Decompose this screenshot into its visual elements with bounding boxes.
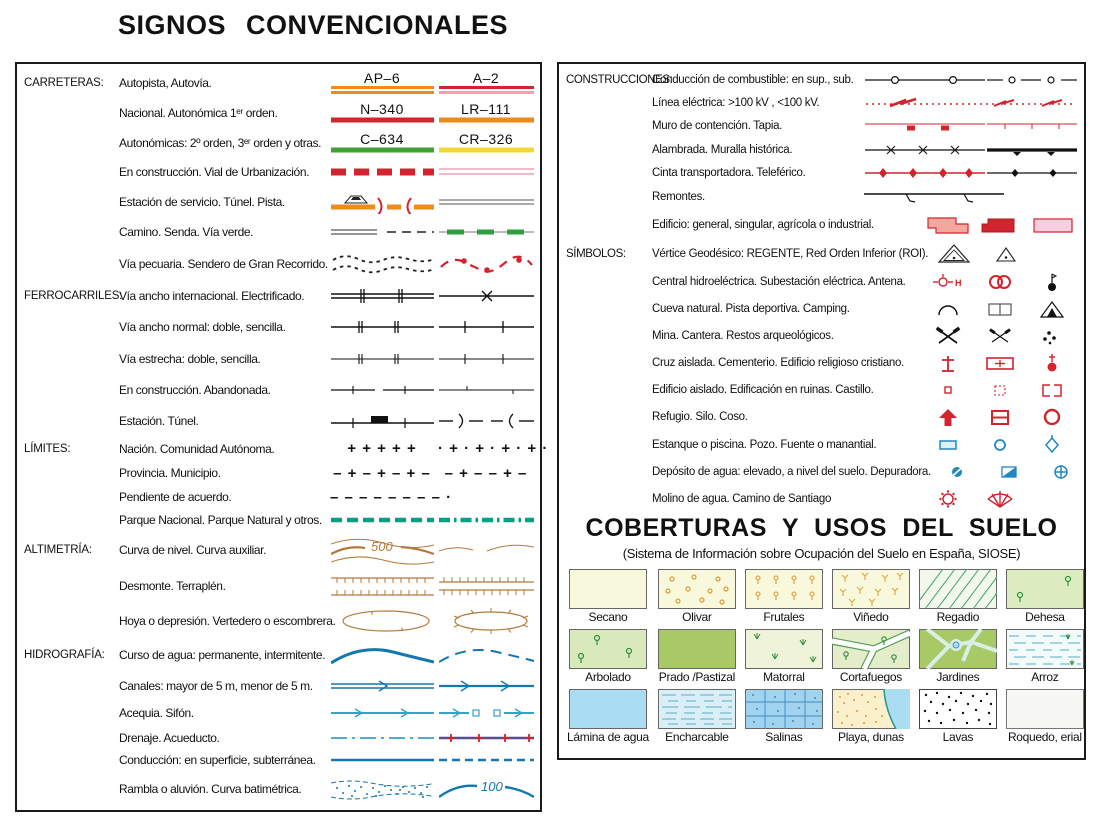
landuse-lavas: Lavas bbox=[919, 689, 997, 744]
salinas-swatch bbox=[745, 689, 823, 729]
rail-international-icon bbox=[330, 284, 434, 308]
row-alambrada bbox=[566, 141, 1078, 159]
row-label: Depósito de agua: elevado, a nivel del suelo. Depuradora. bbox=[652, 465, 931, 478]
row-label: Autopista, Autovía. bbox=[119, 76, 212, 90]
spring-icon bbox=[1026, 434, 1078, 456]
landuse-matorral: Matorral bbox=[745, 629, 823, 684]
row-muro bbox=[566, 117, 1078, 135]
sendero-gr-icon bbox=[438, 251, 534, 277]
dehesa-swatch bbox=[1006, 569, 1084, 609]
row-mina bbox=[566, 325, 1078, 347]
row-en-construccion-vial bbox=[24, 161, 534, 183]
row-label: Parque Nacional. Parque Natural y otros. bbox=[119, 513, 322, 528]
category-altimetria: ALTIMETRÍA: bbox=[24, 543, 92, 556]
wire-fence-icon bbox=[864, 141, 986, 159]
motorway-symbol bbox=[330, 71, 434, 95]
row-conduccion bbox=[24, 753, 534, 767]
canal-minor-icon bbox=[438, 676, 534, 696]
siphon-icon bbox=[438, 703, 534, 723]
mine-icon bbox=[922, 325, 974, 347]
encharcable-swatch bbox=[658, 689, 736, 729]
row-label: Curso de agua: permanente, intermitente. bbox=[119, 648, 326, 663]
row-label: Camino. Senda. Vía verde. bbox=[119, 225, 254, 240]
row-label: Hoya o depresión. Vertedero o escombrera. bbox=[119, 614, 336, 629]
border-region-icon: · + · + · + · + · bbox=[438, 440, 549, 458]
ground-tank-icon bbox=[983, 461, 1035, 483]
row-label: Cueva natural. Pista deportiva. Camping. bbox=[652, 302, 850, 315]
landuse-arbolado: Arbolado bbox=[567, 629, 649, 684]
geodesic-roi-icon bbox=[980, 243, 1032, 265]
row-label: Provincia. Municipio. bbox=[119, 466, 221, 481]
arbolado-swatch bbox=[569, 629, 647, 669]
row-rail-construccion bbox=[24, 378, 534, 402]
road-construction-icon bbox=[330, 161, 434, 183]
water-mill-icon bbox=[922, 488, 974, 510]
jardines-swatch bbox=[919, 629, 997, 669]
rail-electrified-icon bbox=[438, 284, 534, 308]
building-singular-icon bbox=[974, 212, 1026, 238]
row-label: Vértice Geodésico: REGENTE, Red Orden Inferior (ROI). bbox=[652, 248, 929, 261]
well-icon bbox=[974, 434, 1026, 456]
autonomica-green-line-icon bbox=[331, 146, 434, 154]
landuse-olivar: Olivar bbox=[658, 569, 736, 624]
isolated-building-icon bbox=[922, 379, 974, 401]
row-rambla bbox=[24, 775, 534, 803]
cable-car-icon bbox=[986, 164, 1078, 182]
row-label: Conducción de combustible: en sup., sub. bbox=[652, 74, 854, 86]
road-code: C–634 bbox=[360, 130, 404, 147]
svg-text:H: H bbox=[955, 277, 962, 288]
cutting-icon bbox=[330, 572, 434, 600]
row-label: Cinta transportadora. Teleférico. bbox=[652, 166, 806, 179]
row-label: Pendiente de acuerdo. bbox=[119, 490, 232, 505]
row-label: Alambrada. Muralla histórica. bbox=[652, 143, 793, 156]
road-code: N–340 bbox=[360, 101, 404, 118]
landuse-encharcable: Encharcable bbox=[658, 689, 736, 744]
row-curso-agua bbox=[24, 642, 534, 668]
motorway-orange-line-icon bbox=[331, 85, 434, 95]
row-label: Remontes. bbox=[652, 190, 705, 203]
category-carreteras: CARRETERAS: bbox=[24, 77, 104, 89]
pipe-surface-icon bbox=[330, 753, 434, 767]
building-symbols bbox=[922, 212, 1078, 238]
row-label: Conducción: en superficie, subterránea. bbox=[119, 753, 316, 768]
svg-text:500: 500 bbox=[370, 538, 393, 554]
pond-well-spring-symbols bbox=[922, 434, 1078, 456]
slope-agreement-icon: – – – – – – – – · bbox=[330, 488, 453, 506]
landuse-prado: Prado /Pastizal bbox=[658, 629, 736, 684]
via-verde-icon bbox=[438, 221, 534, 243]
hydro-plant-icon bbox=[922, 271, 974, 293]
row-acequia bbox=[24, 703, 534, 723]
cemetery-icon bbox=[974, 352, 1026, 374]
frutales-swatch bbox=[745, 569, 823, 609]
bullring-icon bbox=[1026, 406, 1078, 428]
isolated-ruins-castle-symbols bbox=[922, 379, 1078, 401]
left-rows bbox=[17, 64, 549, 810]
autonomica-yellow-line-icon bbox=[439, 146, 534, 154]
pista-icon bbox=[438, 190, 534, 214]
row-label: Edificio aislado. Edificación en ruinas. Castillo. bbox=[652, 384, 874, 397]
refuge-icon bbox=[922, 406, 974, 428]
landuse-frutales: Frutales bbox=[745, 569, 823, 624]
ski-lift-icon bbox=[864, 187, 1078, 207]
row-edificio bbox=[566, 212, 1078, 238]
contour-line-icon bbox=[330, 535, 434, 565]
power-line-icon bbox=[864, 94, 1078, 112]
elevated-tank-icon bbox=[931, 461, 983, 483]
road-code: A–2 bbox=[472, 70, 500, 86]
cave-sport-camping-symbols bbox=[922, 298, 1078, 320]
category-hidrografia: HIDROGRAFÍA: bbox=[24, 649, 105, 662]
row-label: Muro de contención. Tapia. bbox=[652, 120, 783, 133]
canal-major-icon bbox=[330, 676, 434, 696]
row-estacion-tunel bbox=[24, 409, 534, 433]
row-canales bbox=[24, 676, 534, 696]
substation-icon bbox=[974, 271, 1026, 293]
signos-left-panel bbox=[15, 62, 549, 812]
building-agricultural-icon bbox=[1026, 212, 1078, 238]
row-nacional bbox=[24, 102, 534, 124]
row-label: Autonómicas: 2º orden, 3ᵉʳ orden y otras. bbox=[119, 135, 322, 150]
embankment-icon bbox=[438, 572, 534, 600]
river-intermittent-icon bbox=[438, 642, 534, 668]
narrow-rail-double-icon bbox=[330, 347, 434, 371]
coberturas-subtitle: (Sistema de Información sobre Ocupación del Suelo en España, SIOSE) bbox=[622, 546, 1021, 561]
mine-quarry-symbols bbox=[922, 325, 1078, 347]
fuel-pipe-underground-icon bbox=[986, 71, 1078, 89]
pipe-underground-icon bbox=[438, 753, 534, 767]
cave-icon bbox=[922, 298, 974, 320]
christian-building-icon bbox=[1026, 352, 1078, 374]
quarry-icon bbox=[974, 325, 1026, 347]
landuse-salinas: Salinas bbox=[745, 689, 823, 744]
row-label: Desmonte. Terraplén. bbox=[119, 578, 226, 593]
row-pendiente bbox=[24, 489, 534, 506]
rail-abandoned-icon bbox=[438, 378, 534, 402]
matorral-swatch bbox=[745, 629, 823, 669]
vinedo-swatch bbox=[832, 569, 910, 609]
border-nation-icon: + + + + + bbox=[347, 440, 417, 458]
row-label: Nación. Comunidad Autónoma. bbox=[119, 441, 275, 456]
camino-santiago-shell-icon bbox=[974, 488, 1026, 510]
row-hoya bbox=[24, 607, 534, 635]
service-station-tunnel-icon bbox=[330, 190, 434, 214]
border-province-icon: – + – + – + – bbox=[333, 464, 431, 482]
vial-urbanizacion-icon bbox=[438, 161, 534, 183]
row-label: Cruz aislada. Cementerio. Edificio religioso cristiano. bbox=[652, 357, 904, 370]
nacional-symbol bbox=[330, 102, 434, 124]
row-label: Vía estrecha: doble, sencilla. bbox=[119, 351, 261, 366]
row-label: Estanque o piscina. Pozo. Fuente o manantial. bbox=[652, 438, 877, 451]
right-rows bbox=[559, 64, 1084, 512]
landuse-secano: Secano bbox=[567, 569, 649, 624]
camino-senda-icon bbox=[330, 221, 434, 243]
pond-icon bbox=[922, 434, 974, 456]
archaeological-icon bbox=[1026, 325, 1078, 347]
svg-text:100: 100 bbox=[480, 778, 503, 794]
row-via-internacional bbox=[24, 284, 534, 308]
autovia-symbol bbox=[438, 71, 534, 95]
rail-double-icon bbox=[330, 315, 434, 339]
row-via-normal bbox=[24, 315, 534, 339]
row-autonomicas bbox=[24, 132, 534, 154]
national-park-icon bbox=[330, 513, 434, 527]
rail-single-icon bbox=[438, 315, 534, 339]
row-label: Acequia. Sifón. bbox=[119, 705, 194, 720]
lavas-swatch bbox=[919, 689, 997, 729]
row-label: Vía pecuaria. Sendero de Gran Recorrido. bbox=[119, 256, 328, 271]
landuse-regadio: Regadio bbox=[919, 569, 997, 624]
row-edificio-aislado bbox=[566, 379, 1078, 401]
row-label: Molino de agua. Camino de Santiago bbox=[652, 493, 832, 505]
row-label: Curva de nivel. Curva auxiliar. bbox=[119, 542, 267, 557]
irrigation-ditch-icon bbox=[330, 703, 434, 723]
arroz-swatch bbox=[1006, 629, 1084, 669]
landfill-icon bbox=[443, 607, 539, 635]
treatment-plant-icon bbox=[1035, 461, 1087, 483]
row-label: En construcción. Abandonada. bbox=[119, 382, 271, 397]
page-title: SIGNOS CONVENCIONALES bbox=[118, 10, 509, 40]
autovia-red-line-icon bbox=[439, 85, 534, 95]
row-parques bbox=[24, 513, 534, 527]
isolated-cross-icon bbox=[922, 352, 974, 374]
lamina-swatch bbox=[569, 689, 647, 729]
autonomica2-symbol bbox=[330, 132, 434, 154]
row-label: Rambla o aluvión. Curva batimétrica. bbox=[119, 781, 302, 796]
row-label: Vía ancho internacional. Electrificado. bbox=[119, 288, 305, 303]
coberturas-title: COBERTURAS Y USOS DEL SUELO bbox=[585, 514, 1058, 542]
cortafuegos-swatch bbox=[832, 629, 910, 669]
category-ferrocarriles: FERROCARRILES: bbox=[24, 289, 123, 302]
row-via-pecuaria bbox=[24, 251, 534, 277]
wash-alluvium-icon bbox=[330, 775, 434, 803]
playa-swatch bbox=[832, 689, 910, 729]
rail-under-construction-icon bbox=[330, 378, 434, 402]
castle-icon bbox=[1026, 379, 1078, 401]
row-camino-senda bbox=[24, 221, 534, 243]
row-label: Estación de servicio. Túnel. Pista. bbox=[119, 195, 285, 210]
landuse-jardines: Jardines bbox=[919, 629, 997, 684]
secano-swatch bbox=[569, 569, 647, 609]
water-tank-symbols bbox=[931, 461, 1087, 483]
row-drenaje bbox=[24, 730, 534, 746]
landuse-playa: Playa, dunas bbox=[832, 689, 910, 744]
sports-field-icon bbox=[974, 298, 1026, 320]
row-label: Central hidroeléctrica. Subestación eléctrica. Antena. bbox=[652, 275, 906, 288]
river-permanent-icon bbox=[330, 642, 434, 668]
historic-wall-icon bbox=[986, 141, 1078, 159]
prado-swatch bbox=[658, 629, 736, 669]
roquedo-swatch bbox=[1006, 689, 1084, 729]
geodesic-symbols bbox=[928, 243, 1084, 265]
row-label: Edificio: general, singular, agrícola o industrial. bbox=[652, 219, 874, 232]
row-label: Línea eléctrica: >100 kV , <100 kV. bbox=[652, 97, 820, 110]
category-construcciones: CONSTRUCCIONES: bbox=[566, 74, 673, 86]
row-linea-electrica bbox=[566, 94, 1078, 112]
mill-santiago-symbols bbox=[922, 488, 1078, 510]
autonomica3-symbol bbox=[438, 132, 534, 154]
row-estacion-servicio bbox=[24, 190, 534, 214]
building-general-icon bbox=[922, 212, 974, 238]
power-symbols bbox=[922, 271, 1078, 293]
row-label: Nacional. Autonómica 1ᵉʳ orden. bbox=[119, 106, 278, 121]
regadio-swatch bbox=[919, 569, 997, 609]
row-label: Refugio. Silo. Coso. bbox=[652, 411, 748, 424]
landuse-arroz: Arroz bbox=[1006, 629, 1084, 684]
landuse-dehesa: Dehesa bbox=[1006, 569, 1084, 624]
silo-icon bbox=[974, 406, 1026, 428]
row-label: Estación. Túnel. bbox=[119, 414, 199, 429]
landuse-cortafuegos: Cortafuegos bbox=[832, 629, 910, 684]
border-municipality-icon: – + – – + – bbox=[444, 464, 528, 482]
empty-cell bbox=[1026, 488, 1078, 510]
row-desmonte bbox=[24, 572, 534, 600]
row-central bbox=[566, 271, 1078, 293]
row-via-estrecha bbox=[24, 347, 534, 371]
row-remontes bbox=[566, 187, 1078, 207]
depression-icon bbox=[335, 607, 439, 635]
row-curvas-nivel bbox=[24, 535, 534, 565]
antenna-icon bbox=[1026, 271, 1078, 293]
row-label: Vía ancho normal: doble, sencilla. bbox=[119, 320, 286, 335]
autonomica-orange-line-icon bbox=[439, 116, 534, 124]
drainage-icon bbox=[330, 730, 434, 746]
landuse-vinedo: Viñedo bbox=[832, 569, 910, 624]
refuge-silo-symbols bbox=[922, 406, 1078, 428]
category-limites: LÍMITES: bbox=[24, 442, 71, 455]
row-label: Drenaje. Acueducto. bbox=[119, 731, 220, 746]
road-code: AP–6 bbox=[363, 70, 401, 86]
row-label: Mina. Cantera. Restos arqueológicos. bbox=[652, 329, 834, 342]
retaining-wall-icon bbox=[864, 117, 986, 135]
row-combustible bbox=[566, 71, 1078, 89]
station-icon bbox=[330, 409, 434, 433]
natural-park-icon bbox=[438, 513, 534, 527]
empty-cell bbox=[1032, 243, 1084, 265]
road-code: CR–326 bbox=[458, 130, 514, 147]
autonomica1-symbol bbox=[438, 102, 534, 124]
row-autopista bbox=[24, 71, 534, 95]
row-deposito bbox=[566, 461, 1078, 483]
wall-tapia-icon bbox=[986, 117, 1078, 135]
row-label: En construcción. Vial de Urbanización. bbox=[119, 164, 310, 179]
row-molino bbox=[566, 488, 1078, 510]
row-estanque bbox=[566, 434, 1078, 456]
fuel-pipe-surface-icon bbox=[864, 71, 986, 89]
olivar-swatch bbox=[658, 569, 736, 609]
signos-right-panel bbox=[557, 62, 1086, 760]
row-provincia bbox=[24, 465, 534, 482]
land-use-grid bbox=[559, 561, 1084, 744]
row-refugio bbox=[566, 406, 1078, 428]
cross-cemetery-symbols bbox=[922, 352, 1078, 374]
row-label: Canales: mayor de 5 m, menor de 5 m. bbox=[119, 678, 313, 693]
bathymetric-curve-icon bbox=[438, 775, 534, 803]
category-simbolos: SÍMBOLOS: bbox=[566, 248, 626, 261]
nacional-red-line-icon bbox=[331, 116, 434, 124]
auxiliary-contour-icon bbox=[438, 535, 534, 565]
ruins-icon bbox=[974, 379, 1026, 401]
row-cueva bbox=[566, 298, 1078, 320]
landuse-lamina-agua: Lámina de agua bbox=[567, 689, 649, 744]
conveyor-belt-icon bbox=[864, 164, 986, 182]
row-cruz bbox=[566, 352, 1078, 374]
via-pecuaria-icon bbox=[330, 251, 434, 277]
road-code: LR–111 bbox=[461, 101, 511, 118]
row-nacion bbox=[24, 440, 549, 458]
rail-tunnel-icon bbox=[438, 409, 534, 433]
aqueduct-icon bbox=[438, 730, 534, 746]
landuse-roquedo: Roquedo, erial bbox=[1006, 689, 1084, 744]
row-cinta bbox=[566, 164, 1078, 182]
narrow-rail-single-icon bbox=[438, 347, 534, 371]
camping-icon bbox=[1026, 298, 1078, 320]
row-vertice bbox=[566, 243, 1078, 265]
geodesic-regente-icon bbox=[928, 243, 980, 265]
